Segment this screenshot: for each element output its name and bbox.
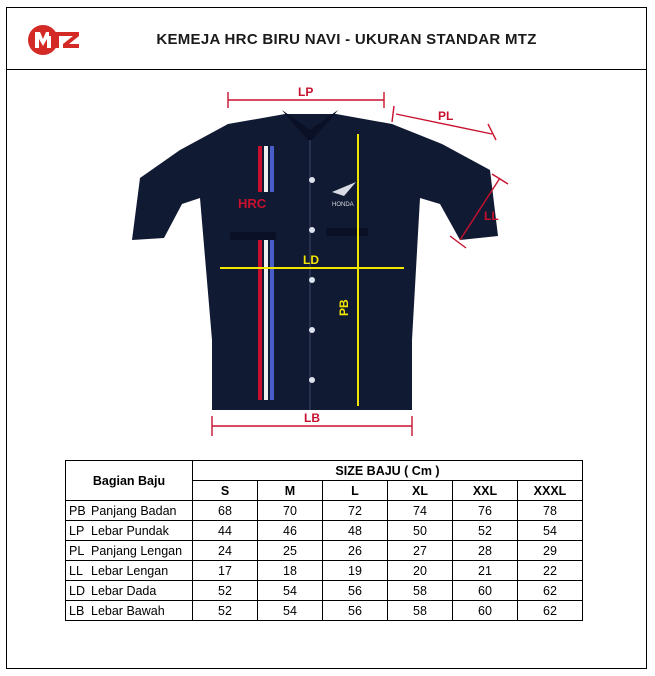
row-label bbox=[66, 581, 193, 601]
table-cell: 74 bbox=[388, 501, 453, 521]
table-cell: 24 bbox=[193, 541, 258, 561]
shirt-figure bbox=[120, 80, 520, 450]
table-cell: 62 bbox=[518, 581, 583, 601]
table-cell: 62 bbox=[518, 601, 583, 621]
row-abbr: LB bbox=[69, 603, 85, 618]
table-header-row bbox=[66, 461, 583, 481]
table-cell: 56 bbox=[323, 581, 388, 601]
table-row bbox=[66, 601, 583, 621]
hrc-logo-text: HRC bbox=[238, 196, 267, 211]
stripe-blue bbox=[270, 146, 274, 192]
row-name: Lebar Pundak bbox=[91, 523, 169, 538]
row-name: Panjang Lengan bbox=[91, 543, 183, 558]
row-label bbox=[66, 501, 193, 521]
left-pocket bbox=[230, 232, 276, 240]
size-label: S bbox=[193, 481, 258, 501]
row-name: Lebar Dada bbox=[91, 583, 157, 598]
table-cell: 54 bbox=[258, 581, 323, 601]
stripe-red bbox=[258, 146, 262, 192]
table-cell: 27 bbox=[388, 541, 453, 561]
table-cell: 25 bbox=[258, 541, 323, 561]
table-cell: 54 bbox=[518, 521, 583, 541]
row-name: Panjang Badan bbox=[91, 503, 177, 518]
table-cell: 60 bbox=[453, 601, 518, 621]
table-cell: 58 bbox=[388, 601, 453, 621]
row-abbr: LD bbox=[69, 583, 85, 598]
size-label: L bbox=[323, 481, 388, 501]
table-cell: 48 bbox=[323, 521, 388, 541]
table-cell: 54 bbox=[258, 601, 323, 621]
table-row bbox=[66, 561, 583, 581]
table-cell: 19 bbox=[323, 561, 388, 581]
table-cell: 52 bbox=[453, 521, 518, 541]
row-label bbox=[66, 521, 193, 541]
table-cell: 76 bbox=[453, 501, 518, 521]
table-row bbox=[66, 501, 583, 521]
table-cell: 17 bbox=[193, 561, 258, 581]
table-cell: 20 bbox=[388, 561, 453, 581]
row-label bbox=[66, 541, 193, 561]
right-pocket bbox=[326, 228, 368, 236]
table-cell: 46 bbox=[258, 521, 323, 541]
table-cell: 21 bbox=[453, 561, 518, 581]
size-table bbox=[65, 460, 583, 621]
table-cell: 70 bbox=[258, 501, 323, 521]
row-abbr: PL bbox=[69, 543, 85, 558]
row-name: Lebar Lengan bbox=[91, 563, 169, 578]
stripe-white bbox=[264, 146, 268, 192]
table-cell: 18 bbox=[258, 561, 323, 581]
table-cell: 68 bbox=[193, 501, 258, 521]
table-cell: 26 bbox=[323, 541, 388, 561]
table-cell: 22 bbox=[518, 561, 583, 581]
size-label: XXXL bbox=[518, 481, 583, 501]
table-cell: 29 bbox=[518, 541, 583, 561]
size-label: M bbox=[258, 481, 323, 501]
table-cell: 58 bbox=[388, 581, 453, 601]
honda-text: HONDA bbox=[332, 202, 354, 208]
label-ld: LD bbox=[303, 253, 319, 267]
row-label bbox=[66, 561, 193, 581]
table-row bbox=[66, 581, 583, 601]
table-cell: 52 bbox=[193, 601, 258, 621]
size-label: XL bbox=[388, 481, 453, 501]
label-pl: PL bbox=[438, 109, 454, 123]
table-row bbox=[66, 521, 583, 541]
label-ll: LL bbox=[484, 209, 499, 223]
table-cell: 52 bbox=[193, 581, 258, 601]
table-cell: 56 bbox=[323, 601, 388, 621]
page-title: KEMEJA HRC BIRU NAVI - UKURAN STANDAR MTZ bbox=[156, 31, 537, 48]
table-cell: 72 bbox=[323, 501, 388, 521]
part-header: Bagian Baju bbox=[66, 461, 193, 501]
label-lb: LB bbox=[304, 411, 320, 425]
table-row bbox=[66, 541, 583, 561]
table-cell: 60 bbox=[453, 581, 518, 601]
row-abbr: PB bbox=[69, 503, 86, 518]
size-header: SIZE BAJU ( Cm ) bbox=[193, 461, 583, 481]
table-cell: 78 bbox=[518, 501, 583, 521]
size-label: XXL bbox=[453, 481, 518, 501]
table-cell: 44 bbox=[193, 521, 258, 541]
label-lp: LP bbox=[298, 85, 314, 99]
table-cell: 50 bbox=[388, 521, 453, 541]
row-abbr: LL bbox=[69, 563, 83, 578]
row-label bbox=[66, 601, 193, 621]
header bbox=[7, 8, 646, 70]
row-name: Lebar Bawah bbox=[91, 603, 165, 618]
row-abbr: LP bbox=[69, 523, 85, 538]
table-cell: 28 bbox=[453, 541, 518, 561]
label-pb: PB bbox=[337, 299, 351, 316]
